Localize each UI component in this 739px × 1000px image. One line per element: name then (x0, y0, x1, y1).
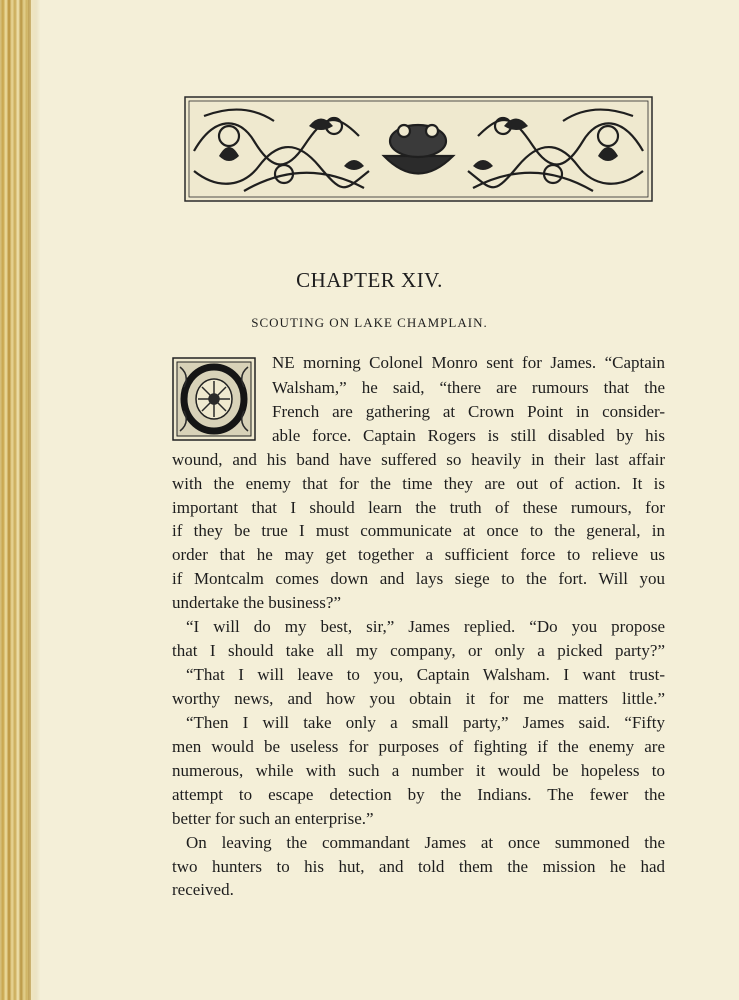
body-line: if Montcalm comes down and lays siege to the fort. Will you (172, 569, 665, 588)
decorative-initial-O (172, 357, 256, 441)
body-line: “Then I will take only a small party,” James said. “Fifty (186, 713, 665, 732)
body-line: NE morning Colonel Monro sent for James. “Captain (272, 353, 665, 372)
body-line: if they be true I must communicate at once to the general, in (172, 521, 665, 540)
body-line: attempt to escape detection by the Indians. The fewer the (172, 785, 665, 804)
body-line: received. (172, 880, 234, 899)
body-line: important that I should learn the truth of these rumours, for (172, 498, 665, 517)
body-line: French are gathering at Crown Point in consider- (272, 402, 665, 421)
body-line: “That I will leave to you, Captain Walsham. I want trust- (186, 665, 665, 684)
body-line: “I will do my best, sir,” James replied. “Do you propose (186, 617, 665, 636)
body-line: men would be useless for purposes of fighting if the enemy are (172, 737, 665, 756)
body-line: better for such an enterprise.” (172, 809, 374, 828)
book-spine-edge (0, 0, 40, 1000)
body-line: On leaving the commandant James at once summoned the (186, 833, 665, 852)
body-line: with the enemy that for the time they are out of action. It is (172, 474, 665, 493)
body-line: worthy news, and how you obtain it for me matters little.” (172, 689, 665, 708)
body-line: numerous, while with such a number it would be hopeless to (172, 761, 665, 780)
chapter-title: CHAPTER XIV. (296, 268, 443, 292)
body-line: order that he may get together a sufficient force to relieve us (172, 545, 665, 564)
body-line: wound, and his band have suffered so heavily in their last affair (172, 450, 665, 469)
body-line: that I should take all my company, or only a picked party?” (172, 641, 665, 660)
body-line: Walsham,” he said, “there are rumours that the (272, 378, 665, 397)
body-line: undertake the business?” (172, 593, 341, 612)
spine-fold-shadow (28, 0, 31, 1000)
body-line: two hunters to his hut, and told them the mission he had (172, 857, 665, 876)
chapter-subtitle: SCOUTING ON LAKE CHAMPLAIN. (251, 315, 488, 330)
ornament-headpiece (184, 96, 653, 202)
body-line: able force. Captain Rogers is still disabled by his (272, 426, 665, 445)
